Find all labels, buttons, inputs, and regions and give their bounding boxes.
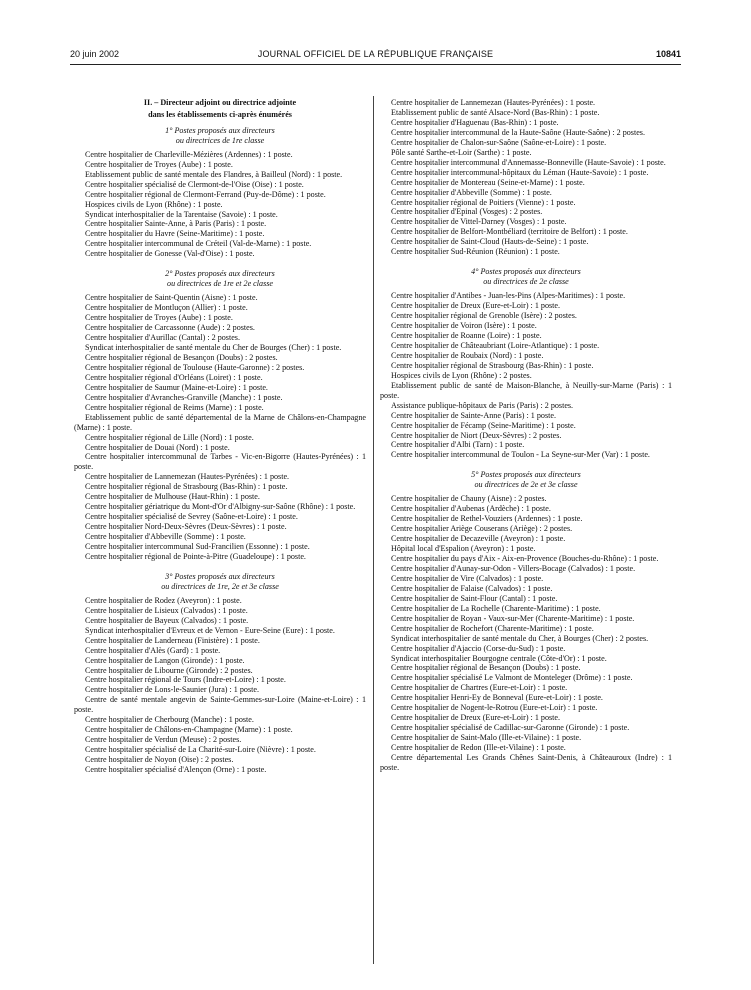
- group-5-title-line-2: ou directrices de 2e et 3e classe: [474, 480, 578, 490]
- list-item: Centre hospitalier de Royan - Vaux-sur-Mer (Charente-Maritime) : 1 poste.: [391, 613, 635, 623]
- list-item: Centre hospitalier d'Epinal (Vosges) : 2 postes.: [391, 207, 543, 217]
- list-item: Centre hospitalier de Fécamp (Seine-Maritime) : 1 poste.: [391, 420, 576, 430]
- list-item: Centre hospitalier d'Abbeville (Somme) : 1 poste.: [85, 532, 246, 542]
- list-item: Centre hospitalier intercommunal de Tarbes - Vic-en-Bigorre (Hautes-Pyrénées) : 1 poste.: [74, 452, 366, 472]
- list-item: Centre hospitalier d'Avranches-Granville (Manche) : 1 poste.: [85, 392, 283, 402]
- list-item: Centre hospitalier de Vittel-Darney (Vosges) : 1 poste.: [391, 217, 567, 227]
- list-item: Centre hospitalier spécialisé Le Valmont de Monteleger (Drôme) : 1 poste.: [391, 673, 633, 683]
- list-item: Centre hospitalier d'Ajaccio (Corse-du-Sud) : 1 poste.: [391, 643, 566, 653]
- list-item: Centre de santé mentale angevin de Sainte-Gemmes-sur-Loire (Maine-et-Loire) : 1 poste.: [74, 695, 366, 715]
- list-item: Centre hospitalier de Gonesse (Val-d'Oise) : 1 poste.: [85, 249, 255, 259]
- group-4-list: [380, 291, 672, 460]
- list-item: Centre hospitalier spécialisé de Cadillac-sur-Garonne (Gironde) : 1 poste.: [391, 723, 630, 733]
- list-item: Centre hospitalier d'Aubenas (Ardèche) : 1 poste.: [391, 504, 551, 514]
- group-1-title: 1° Postes proposés aux directeurs: [165, 125, 275, 135]
- list-item: Syndicat interhospitalier Bourgogne centrale (Côte-d'Or) : 1 poste.: [391, 653, 607, 663]
- group-1-title-line-2: ou directrices de 1re classe: [175, 135, 265, 145]
- list-item: Centre hospitalier spécialisé de La Charité-sur-Loire (Nièvre) : 1 poste.: [85, 745, 316, 755]
- list-item: Centre hospitalier régional de Besançon (Doubs) : 2 postes.: [85, 352, 278, 362]
- list-item: Centre hospitalier régional de Pointe-à-Pitre (Guadeloupe) : 1 poste.: [85, 551, 306, 561]
- list-item: Centre hospitalier de Rethel-Vouziers (Ardennes) : 1 poste.: [391, 514, 583, 524]
- list-item: Etablissement public de santé Alsace-Nord (Bas-Rhin) : 1 poste.: [391, 107, 600, 117]
- list-item: Centre hospitalier régional de Grenoble (Isère) : 2 postes.: [391, 311, 577, 321]
- list-item: Centre hospitalier gériatrique du Mont-d'Or d'Albigny-sur-Saône (Rhône) : 1 poste.: [85, 502, 356, 512]
- list-item: Centre hospitalier de Cherbourg (Manche) : 1 poste.: [85, 715, 254, 725]
- list-item: Centre hospitalier de Lannemezan (Hautes-Pyrénées) : 1 poste.: [391, 98, 596, 107]
- list-item: Centre hospitalier de Lisieux (Calvados) : 1 poste.: [85, 605, 248, 615]
- list-item: Centre hospitalier de Rodez (Aveyron) : 1 poste.: [85, 595, 242, 605]
- list-item: Centre hospitalier de Saint-Malo (Ille-et-Vilaine) : 1 poste.: [391, 733, 582, 743]
- group-5-list: [380, 494, 672, 773]
- list-item: Centre hospitalier de Montluçon (Allier) : 1 poste.: [85, 303, 248, 313]
- list-item: Hospices civils de Lyon (Rhône) : 1 poste.: [85, 199, 223, 209]
- list-item: Centre hospitalier de Bayeux (Calvados) : 1 poste.: [85, 615, 249, 625]
- list-item: Centre hospitalier de Saint-Flour (Cantal) : 1 poste.: [391, 593, 558, 603]
- list-item: Centre hospitalier de Nogent-le-Rotrou (Eure-et-Loir) : 1 poste.: [391, 703, 598, 713]
- list-item: Centre hospitalier intercommunal d'Annemasse-Bonneville (Haute-Savoie) : 1 poste.: [391, 157, 666, 167]
- header-page-number: 10841: [655, 49, 681, 59]
- list-item: Centre hospitalier de Charleville-Mézières (Ardennes) : 1 poste.: [85, 149, 293, 159]
- list-item: Centre hospitalier Sud-Réunion (Réunion) : 1 poste.: [391, 247, 560, 257]
- list-item: Centre hospitalier spécialisé de Sevrey (Saône-et-Loire) : 1 poste.: [85, 512, 298, 522]
- list-item: Syndicat interhospitalier de santé mentale du Cher, à Bourges (Cher) : 2 postes.: [391, 633, 649, 643]
- list-item: Centre hospitalier de Saint-Cloud (Hauts-de-Seine) : 1 poste.: [391, 237, 589, 247]
- list-item: Hôpital local d'Espalion (Aveyron) : 1 poste.: [391, 544, 536, 554]
- list-item: Centre hospitalier du Havre (Seine-Maritime) : 1 poste.: [85, 229, 265, 239]
- list-item: Centre hospitalier de La Rochelle (Charente-Maritime) : 1 poste.: [391, 603, 601, 613]
- list-item: Centre hospitalier de Sainte-Anne (Paris) : 1 poste.: [391, 410, 556, 420]
- list-item: Centre hospitalier de Verdun (Meuse) : 2 postes.: [85, 735, 242, 745]
- list-item: Centre hospitalier de Chauny (Aisne) : 2 postes.: [391, 494, 547, 504]
- group-2-title-line-2: ou directrices de 1re et 2e classe: [167, 279, 273, 289]
- list-item: Centre hospitalier de Saint-Quentin (Aisne) : 1 poste.: [85, 293, 258, 303]
- group-4-title-line-2: ou directrices de 2e classe: [483, 277, 569, 287]
- list-item: Centre hospitalier régional d'Orléans (Loiret) : 1 poste.: [85, 372, 263, 382]
- list-item: Etablissement public de santé de Maison-Blanche, à Neuilly-sur-Marne (Paris) : 1 poste.: [380, 380, 672, 400]
- list-item: Centre hospitalier d'Alès (Gard) : 1 poste.: [85, 645, 221, 655]
- list-item: Centre hospitalier d'Albi (Tarn) : 1 poste.: [391, 440, 525, 450]
- list-item: Centre hospitalier régional de Reims (Marne) : 1 poste.: [85, 402, 264, 412]
- list-item: Centre hospitalier régional de Poitiers (Vienne) : 1 poste.: [391, 197, 576, 207]
- list-item: Centre hospitalier de Belfort-Montbéliard (territoire de Belfort) : 1 poste.: [391, 227, 628, 237]
- list-item: Centre hospitalier intercommunal-hôpitaux du Léman (Haute-Savoie) : 1 poste.: [391, 167, 649, 177]
- list-item: Centre hospitalier régional de Strasbourg (Bas-Rhin) : 1 poste.: [391, 360, 594, 370]
- list-item: Centre hospitalier de Landerneau (Finistère) : 1 poste.: [85, 635, 260, 645]
- list-item: Centre hospitalier de Dreux (Eure-et-Loir) : 1 poste.: [391, 713, 561, 723]
- list-item: Centre hospitalier régional de Lille (Nord) : 1 poste.: [85, 432, 254, 442]
- list-item: Centre hospitalier spécialisé de Clermont-de-l'Oise (Oise) : 1 poste.: [85, 179, 304, 189]
- list-item: Centre hospitalier de Châteaubriant (Loire-Atlantique) : 1 poste.: [391, 340, 600, 350]
- list-item: Centre hospitalier de Carcassonne (Aude) : 2 postes.: [85, 323, 255, 333]
- list-item: Centre hospitalier de Mulhouse (Haut-Rhin) : 1 poste.: [85, 492, 260, 502]
- section-title-line-2: dans les établissements ci-après énumérés: [148, 109, 292, 119]
- list-item: Centre hospitalier de Troyes (Aube) : 1 poste.: [85, 313, 233, 323]
- list-item: Centre hospitalier de Langon (Gironde) : 1 poste.: [85, 655, 245, 665]
- list-item: Centre hospitalier régional de Besançon (Doubs) : 1 poste.: [391, 663, 581, 673]
- list-item: Centre hospitalier régional de Toulouse (Haute-Garonne) : 2 postes.: [85, 362, 305, 372]
- list-item: Centre hospitalier Sainte-Anne, à Paris (Paris) : 1 poste.: [85, 219, 267, 229]
- group-3-continued-list: [380, 98, 672, 257]
- list-item: Hospices civils de Lyon (Rhône) : 2 postes.: [391, 370, 532, 380]
- list-item: Centre hospitalier spécialisé d'Alençon (Orne) : 1 poste.: [85, 765, 267, 775]
- list-item: Centre hospitalier d'Haguenau (Bas-Rhin) : 1 poste.: [391, 117, 559, 127]
- list-item: Centre hospitalier de Niort (Deux-Sèvres) : 2 postes.: [391, 430, 562, 440]
- section-title: II. – Directeur adjoint ou directrice adjointe: [143, 98, 297, 107]
- list-item: Centre hospitalier de Roubaix (Nord) : 1 poste.: [391, 350, 544, 360]
- list-item: Centre hospitalier de Montereau (Seine-et-Marne) : 1 poste.: [391, 177, 585, 187]
- list-item: Syndicat interhospitalier d'Evreux et de Vernon - Eure-Seine (Eure) : 1 poste.: [85, 625, 335, 635]
- header-date: 20 juin 2002: [70, 49, 120, 59]
- header-title: JOURNAL OFFICIEL DE LA RÉPUBLIQUE FRANÇAISE: [257, 49, 494, 59]
- list-item: Centre hospitalier de Troyes (Aube) : 1 poste.: [85, 159, 233, 169]
- list-item: Centre hospitalier régional de Strasbourg (Bas-Rhin) : 1 poste.: [85, 482, 288, 492]
- list-item: Centre hospitalier de Noyon (Oise) : 2 postes.: [85, 755, 234, 765]
- list-item: Centre hospitalier intercommunal de Toulon - La Seyne-sur-Mer (Var) : 1 poste.: [391, 450, 650, 460]
- list-item: Syndicat interhospitalier de santé mentale du Cher de Bourges (Cher) : 1 poste.: [85, 342, 342, 352]
- list-item: Centre hospitalier de Roanne (Loire) : 1 poste.: [391, 330, 542, 340]
- list-item: Centre hospitalier Nord-Deux-Sèvres (Deux-Sèvres) : 1 poste.: [85, 522, 287, 532]
- list-item: Centre hospitalier de Decazeville (Aveyron) : 1 poste.: [391, 534, 566, 544]
- list-item: Syndicat interhospitalier de la Tarentaise (Savoie) : 1 poste.: [85, 209, 278, 219]
- list-item: Centre hospitalier d'Aunay-sur-Odon - Villers-Bocage (Calvados) : 1 poste.: [391, 563, 636, 573]
- group-3-title: 3° Postes proposés aux directeurs: [165, 571, 275, 581]
- group-3-list: [74, 596, 366, 775]
- list-item: Centre départemental Les Grands Chênes Saint-Denis, à Châteauroux (Indre) : 1 poste.: [380, 753, 672, 772]
- list-item: Centre hospitalier de Voiron (Isère) : 1 poste.: [391, 321, 537, 331]
- list-item: Centre hospitalier de Vire (Calvados) : 1 poste.: [391, 573, 544, 583]
- list-item: Etablissement public de santé départemental de la Marne de Châlons-en-Champagne (Marne) : 1 poste.: [74, 412, 366, 432]
- page-header: [70, 49, 681, 63]
- list-item: Centre hospitalier de Chalon-sur-Saône (Saône-et-Loire) : 1 poste.: [391, 137, 607, 147]
- list-item: Centre hospitalier d'Antibes - Juan-les-Pins (Alpes-Maritimes) : 1 poste.: [391, 291, 626, 301]
- list-item: Centre hospitalier intercommunal de Créteil (Val-de-Marne) : 1 poste.: [85, 239, 312, 249]
- list-item: Centre hospitalier de Saumur (Maine-et-Loire) : 1 poste.: [85, 382, 268, 392]
- list-item: Centre hospitalier de Lannemezan (Hautes-Pyrénées) : 1 poste.: [85, 472, 290, 482]
- left-column: [74, 98, 366, 775]
- list-item: Centre hospitalier Ariège Couserans (Ariège) : 2 postes.: [391, 524, 573, 534]
- group-4-title: 4° Postes proposés aux directeurs: [471, 267, 581, 277]
- list-item: Pôle santé Sarthe-et-Loir (Sarthe) : 1 poste.: [391, 147, 532, 157]
- group-5-title: 5° Postes proposés aux directeurs: [471, 470, 581, 480]
- list-item: Centre hospitalier de Douai (Nord) : 1 poste.: [85, 442, 230, 452]
- list-item: Centre hospitalier d'Abbeville (Somme) : 1 poste.: [391, 187, 552, 197]
- group-2-list: [74, 293, 366, 562]
- list-item: Etablissement public de santé mentale des Flandres, à Bailleul (Nord) : 1 poste.: [85, 169, 343, 179]
- list-item: Centre hospitalier intercommunal Sud-Francilien (Essonne) : 1 poste.: [85, 542, 310, 552]
- header-rule: [70, 64, 681, 65]
- list-item: Centre hospitalier de Rochefort (Charente-Maritime) : 1 poste.: [391, 623, 594, 633]
- list-item: Centre hospitalier d'Aurillac (Cantal) : 2 postes.: [85, 333, 240, 343]
- list-item: Centre hospitalier de Dreux (Eure-et-Loir) : 1 poste.: [391, 301, 561, 311]
- group-2-title: 2° Postes proposés aux directeurs: [165, 269, 275, 279]
- list-item: Centre hospitalier de Libourne (Gironde) : 2 postes.: [85, 665, 253, 675]
- list-item: Centre hospitalier de Redon (Ille-et-Vilaine) : 1 poste.: [391, 743, 566, 753]
- group-1-list: [74, 150, 366, 259]
- list-item: Centre hospitalier de Châlons-en-Champagne (Marne) : 1 poste.: [85, 725, 293, 735]
- list-item: Centre hospitalier intercommunal de la Haute-Saône (Haute-Saône) : 2 postes.: [391, 127, 645, 137]
- list-item: Centre hospitalier Henri-Ey de Bonneval (Eure-et-Loir) : 1 poste.: [391, 693, 603, 703]
- list-item: Centre hospitalier de Lons-le-Saunier (Jura) : 1 poste.: [85, 685, 259, 695]
- list-item: Assistance publique-hôpitaux de Paris (Paris) : 2 postes.: [391, 400, 574, 410]
- list-item: Centre hospitalier régional de Clermont-Ferrand (Puy-de-Dôme) : 1 poste.: [85, 189, 326, 199]
- column-divider: [373, 96, 374, 964]
- list-item: Centre hospitalier régional de Tours (Indre-et-Loire) : 1 poste.: [85, 675, 286, 685]
- right-column: [380, 98, 672, 773]
- list-item: Centre hospitalier de Chartres (Eure-et-Loir) : 1 poste.: [391, 683, 568, 693]
- list-item: Centre hospitalier du pays d'Aix - Aix-en-Provence (Bouches-du-Rhône) : 1 poste.: [391, 553, 659, 563]
- list-item: Centre hospitalier de Falaise (Calvados) : 1 poste.: [391, 583, 553, 593]
- group-3-title-line-2: ou directrices de 1re, 2e et 3e classe: [161, 581, 279, 591]
